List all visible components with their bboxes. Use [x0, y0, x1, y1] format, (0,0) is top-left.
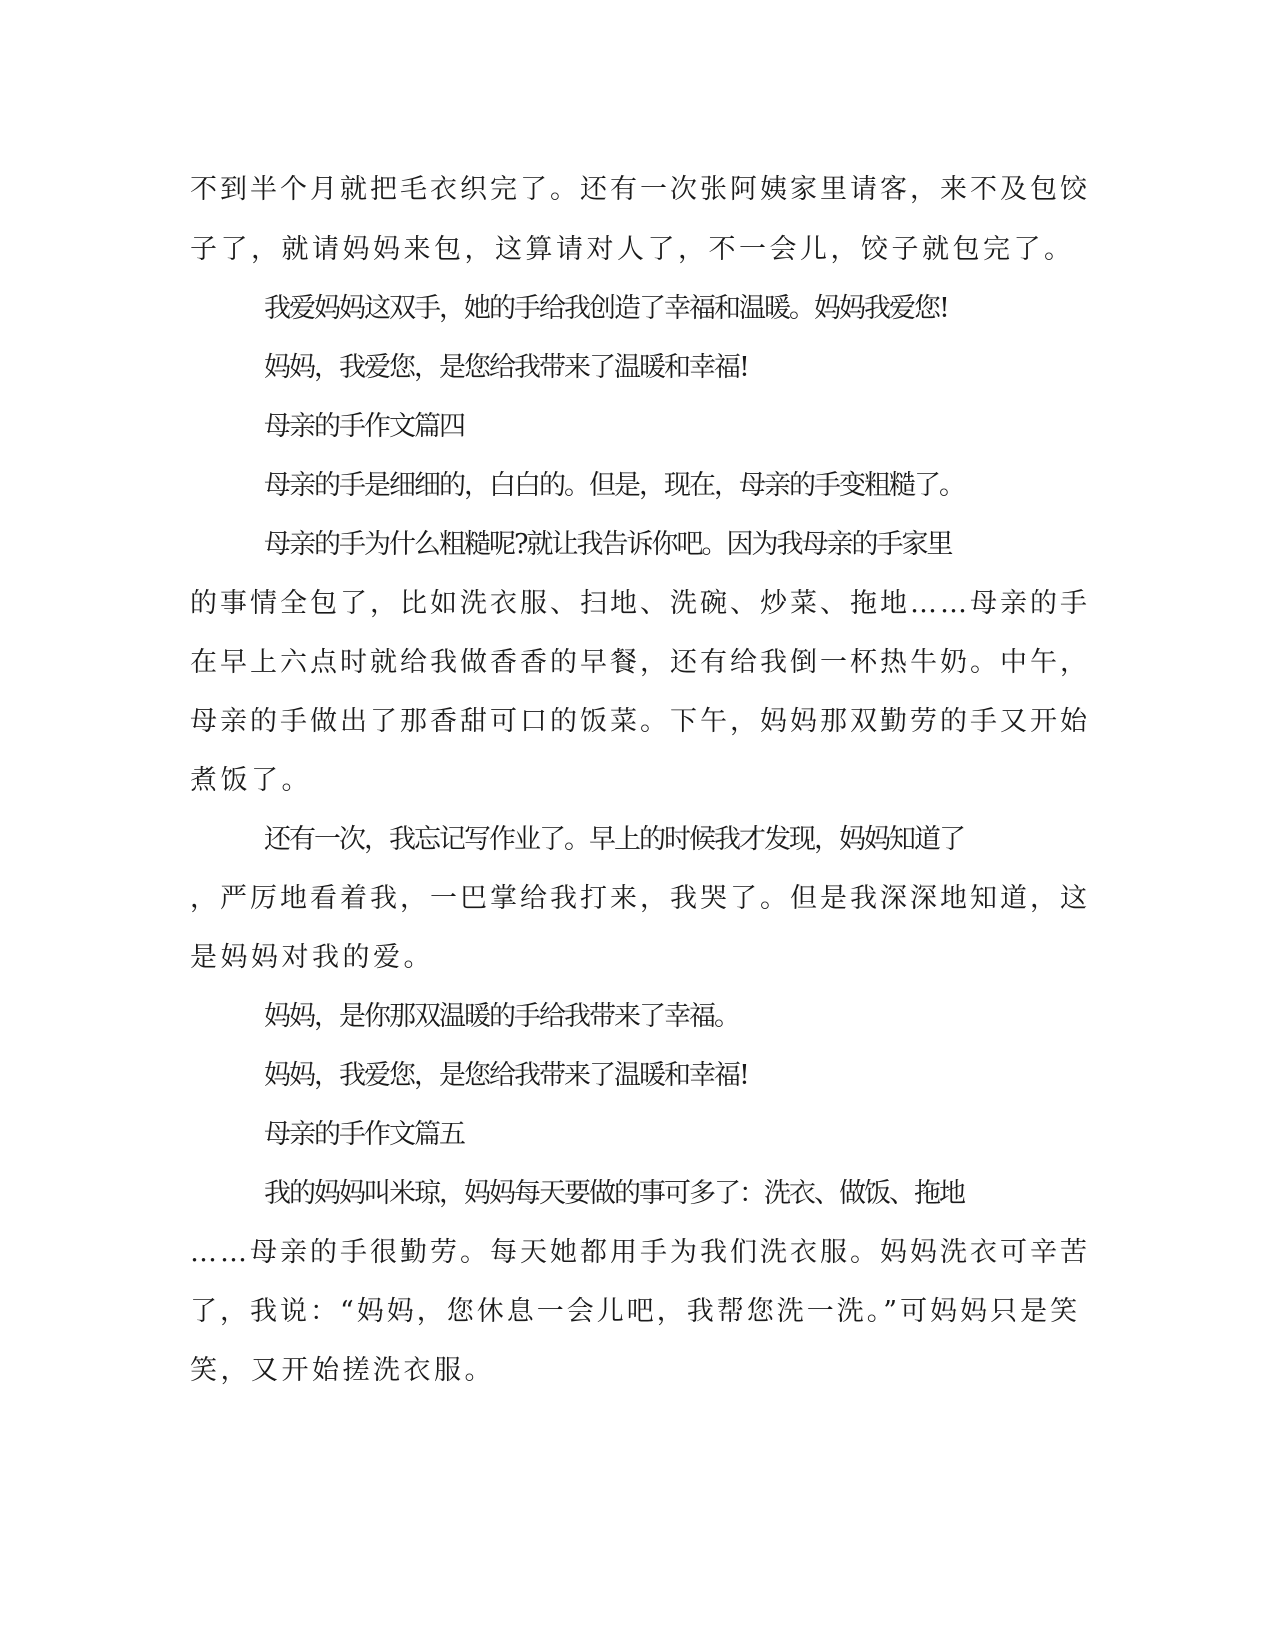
text-line-8: 的事情全包了，比如洗衣服、扫地、洗碗、炒菜、拖地……母亲的手	[190, 588, 1090, 619]
text-line-18: 我的妈妈叫米琼，妈妈每天要做的事可多了：洗衣、做饭、拖地	[264, 1178, 964, 1209]
text-line-16: 妈妈，我爱您，是您给我带来了温暖和幸福!	[264, 1060, 748, 1091]
text-line-9: 在早上六点时就给我做香香的早餐，还有给我倒一杯热牛奶。中午，	[190, 647, 1090, 678]
text-line-3: 我爱妈妈这双手，她的手给我创造了幸福和温暖。妈妈我爱您!	[264, 293, 948, 324]
text-line-11: 煮饭了。	[190, 765, 312, 796]
text-line-4: 妈妈，我爱您，是您给我带来了温暖和幸福!	[264, 352, 748, 383]
text-line-19: ……母亲的手很勤劳。每天她都用手为我们洗衣服。妈妈洗衣可辛苦	[190, 1237, 1090, 1268]
text-line-1: 不到半个月就把毛衣织完了。还有一次张阿姨家里请客，来不及包饺	[190, 174, 1090, 205]
text-line-20: 了，我说：“妈妈，您休息一会儿吧，我帮您洗一洗。”可妈妈只是笑	[190, 1296, 1081, 1327]
section-heading-5: 母亲的手作文篇五	[264, 1119, 464, 1150]
text-line-14: 是妈妈对我的爱。	[190, 942, 434, 973]
text-line-21: 笑，又开始搓洗衣服。	[190, 1355, 495, 1386]
text-line-10: 母亲的手做出了那香甜可口的饭菜。下午，妈妈那双勤劳的手又开始	[190, 706, 1090, 737]
text-line-12: 还有一次，我忘记写作业了。早上的时候我才发现，妈妈知道了	[264, 824, 964, 855]
text-line-7: 母亲的手为什么粗糙呢?就让我告诉你吧。因为我母亲的手家里	[264, 529, 952, 560]
text-line-2: 子了，就请妈妈来包，这算请对人了，不一会儿，饺子就包完了。	[190, 234, 1075, 265]
section-heading-4: 母亲的手作文篇四	[264, 411, 464, 442]
text-line-15: 妈妈，是你那双温暖的手给我带来了幸福。	[264, 1001, 739, 1032]
text-line-6: 母亲的手是细细的，白白的。但是，现在，母亲的手变粗糙了。	[264, 470, 964, 501]
text-line-13: ，严厉地看着我，一巴掌给我打来，我哭了。但是我深深地知道，这	[190, 883, 1090, 914]
